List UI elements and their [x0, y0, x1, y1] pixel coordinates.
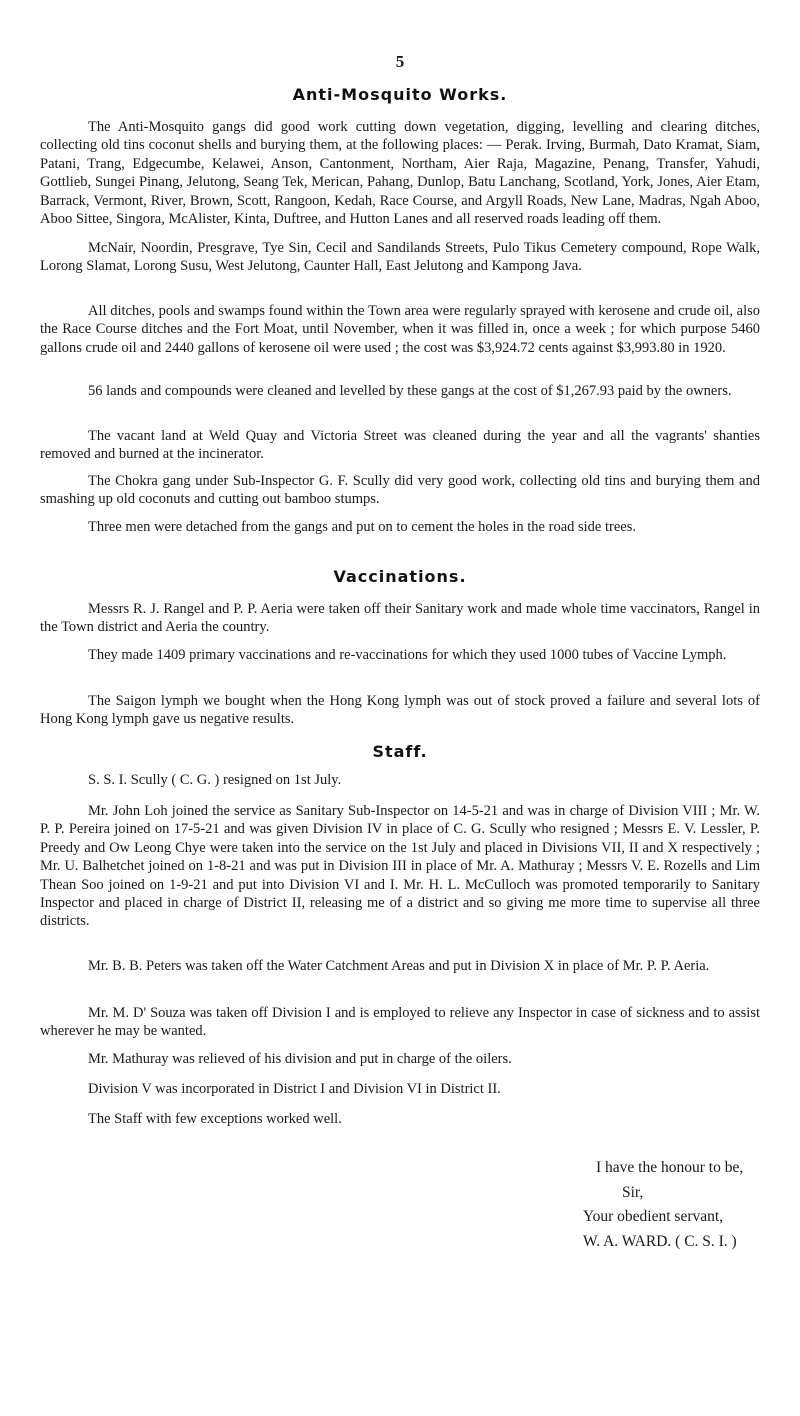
- anti-mosquito-paragraph-3: All ditches, pools and swamps found within the Town area were regularly sprayed with kerosene and crude oil, also the Race Course ditches and the Fort Moat, until November, when it was filled in, once a week ; for which purpose 5460 gallons crude oil and 2440 gallons of kerosene oil were used ; the cost was $3,924.72 cents against $3,993.80 in 1920.: [40, 303, 760, 356]
- closing-line-servant: Your obedient servant,: [583, 1208, 724, 1225]
- vaccinations-paragraph-1: Messrs R. J. Rangel and P. P. Aeria were taken off their Sanitary work and made whole time vaccinators, Rangel in the Town district and Aeria the country.: [40, 601, 760, 636]
- staff-paragraph-6: Division V was incorporated in District I and Division VI in District II.: [88, 1081, 501, 1097]
- staff-paragraph-2: Mr. John Loh joined the service as Sanitary Sub-Inspector on 14-5-21 and was in charge of Division VIII ; Mr. W. P. P. Pereira joined on 17-5-21 and was given Division IV in place of C. G. Scully who resigned ; Messrs E. V. Lessler, P. Preedy and Ow Leong Chye were taken into the service on the 1st July and placed in Divisions VII, II and X respectively ; Mr. U. Balhetchet joined on 1-8-21 and was put in Division III in place of Mr. A. Mathuray ; Messrs V. E. Rozells and Lim Thean Soo joined on 1-9-21 and put into Division VI and I. Mr. H. L. McCulloch was promoted temporarily to Sanitary Inspector and placed in charge of District II, releasing me of a district and so giving me more time to supervise all three districts.: [40, 803, 760, 930]
- closing-line-honour: I have the honour to be,: [596, 1159, 744, 1176]
- vaccinations-paragraph-2: They made 1409 primary vaccinations and re-vaccinations for which they used 1000 tubes of Vaccine Lymph.: [88, 647, 727, 663]
- staff-heading: Staff.: [372, 742, 428, 761]
- page-number: 5: [395, 52, 405, 71]
- anti-mosquito-paragraph-7: Three men were detached from the gangs and put on to cement the holes in the road side trees.: [88, 519, 636, 535]
- vaccinations-heading: Vaccinations.: [333, 567, 467, 586]
- staff-paragraph-4: Mr. M. D' Souza was taken off Division I and is employed to relieve any Inspector in case of sickness and to assist wherever he may be wanted.: [40, 1005, 760, 1040]
- anti-mosquito-paragraph-5: The vacant land at Weld Quay and Victoria Street was cleaned during the year and all the vagrants' shanties removed and burned at the incinerator.: [40, 428, 760, 463]
- vaccinations-paragraph-3: The Saigon lymph we bought when the Hong Kong lymph was out of stock proved a failure and several lots of Hong Kong lymph gave us negative results.: [40, 693, 760, 728]
- staff-paragraph-1: S. S. I. Scully ( C. G. ) resigned on 1st July.: [88, 772, 342, 788]
- staff-paragraph-5: Mr. Mathuray was relieved of his division and put in charge of the oilers.: [88, 1051, 512, 1067]
- anti-mosquito-paragraph-4: 56 lands and compounds were cleaned and levelled by these gangs at the cost of $1,267.93 paid by the owners.: [88, 383, 732, 399]
- closing-line-sir: Sir,: [622, 1184, 644, 1201]
- anti-mosquito-paragraph-2: McNair, Noordin, Presgrave, Tye Sin, Cecil and Sandilands Streets, Pulo Tikus Cemetery compound, Rope Walk, Lorong Slamat, Lorong Susu, West Jelutong, Caunter Hall, East Jelutong and Kampong Java.: [40, 240, 760, 275]
- anti-mosquito-heading: Anti-Mosquito Works.: [292, 85, 508, 104]
- anti-mosquito-paragraph-6: The Chokra gang under Sub-Inspector G. F. Scully did very good work, collecting old tins and burying them and smashing up old coconuts and cutting out bamboo stumps.: [40, 473, 760, 508]
- staff-paragraph-7: The Staff with few exceptions worked well.: [88, 1111, 342, 1127]
- signature-name: W. A. WARD. ( C. S. I. ): [583, 1233, 737, 1250]
- staff-paragraph-3: Mr. B. B. Peters was taken off the Water Catchment Areas and put in Division X in place of Mr. P. P. Aeria.: [88, 958, 710, 974]
- anti-mosquito-paragraph-1: The Anti-Mosquito gangs did good work cutting down vegetation, digging, levelling and clearing ditches, collecting old tins coconut shells and burying them, at the following places: — Perak. Irving, Burmah, Dato Kramat, Siam, Patani, Trang, Edgecumbe, Kelawei, Anson, Cantonment, Northam, Aier Raja, Magazine, Penang, Transfer, Yahudi, Gottlieb, Sungei Pinang, Jelutong, Seang Tek, Merican, Pahang, Dunlop, Batu Lanchang, Scotland, York, Jones, Aier Etam, Barrack, Vermont, River, Brown, Scott, Rangoon, Kedah, Race Course, and Argyll Roads, New Lane, Madras, Ngah Aboo, Aboo Sittee, Singora, McAlister, Kinta, Duftree, and Hutton Lanes and all reserved roads leading off them.: [40, 119, 760, 228]
